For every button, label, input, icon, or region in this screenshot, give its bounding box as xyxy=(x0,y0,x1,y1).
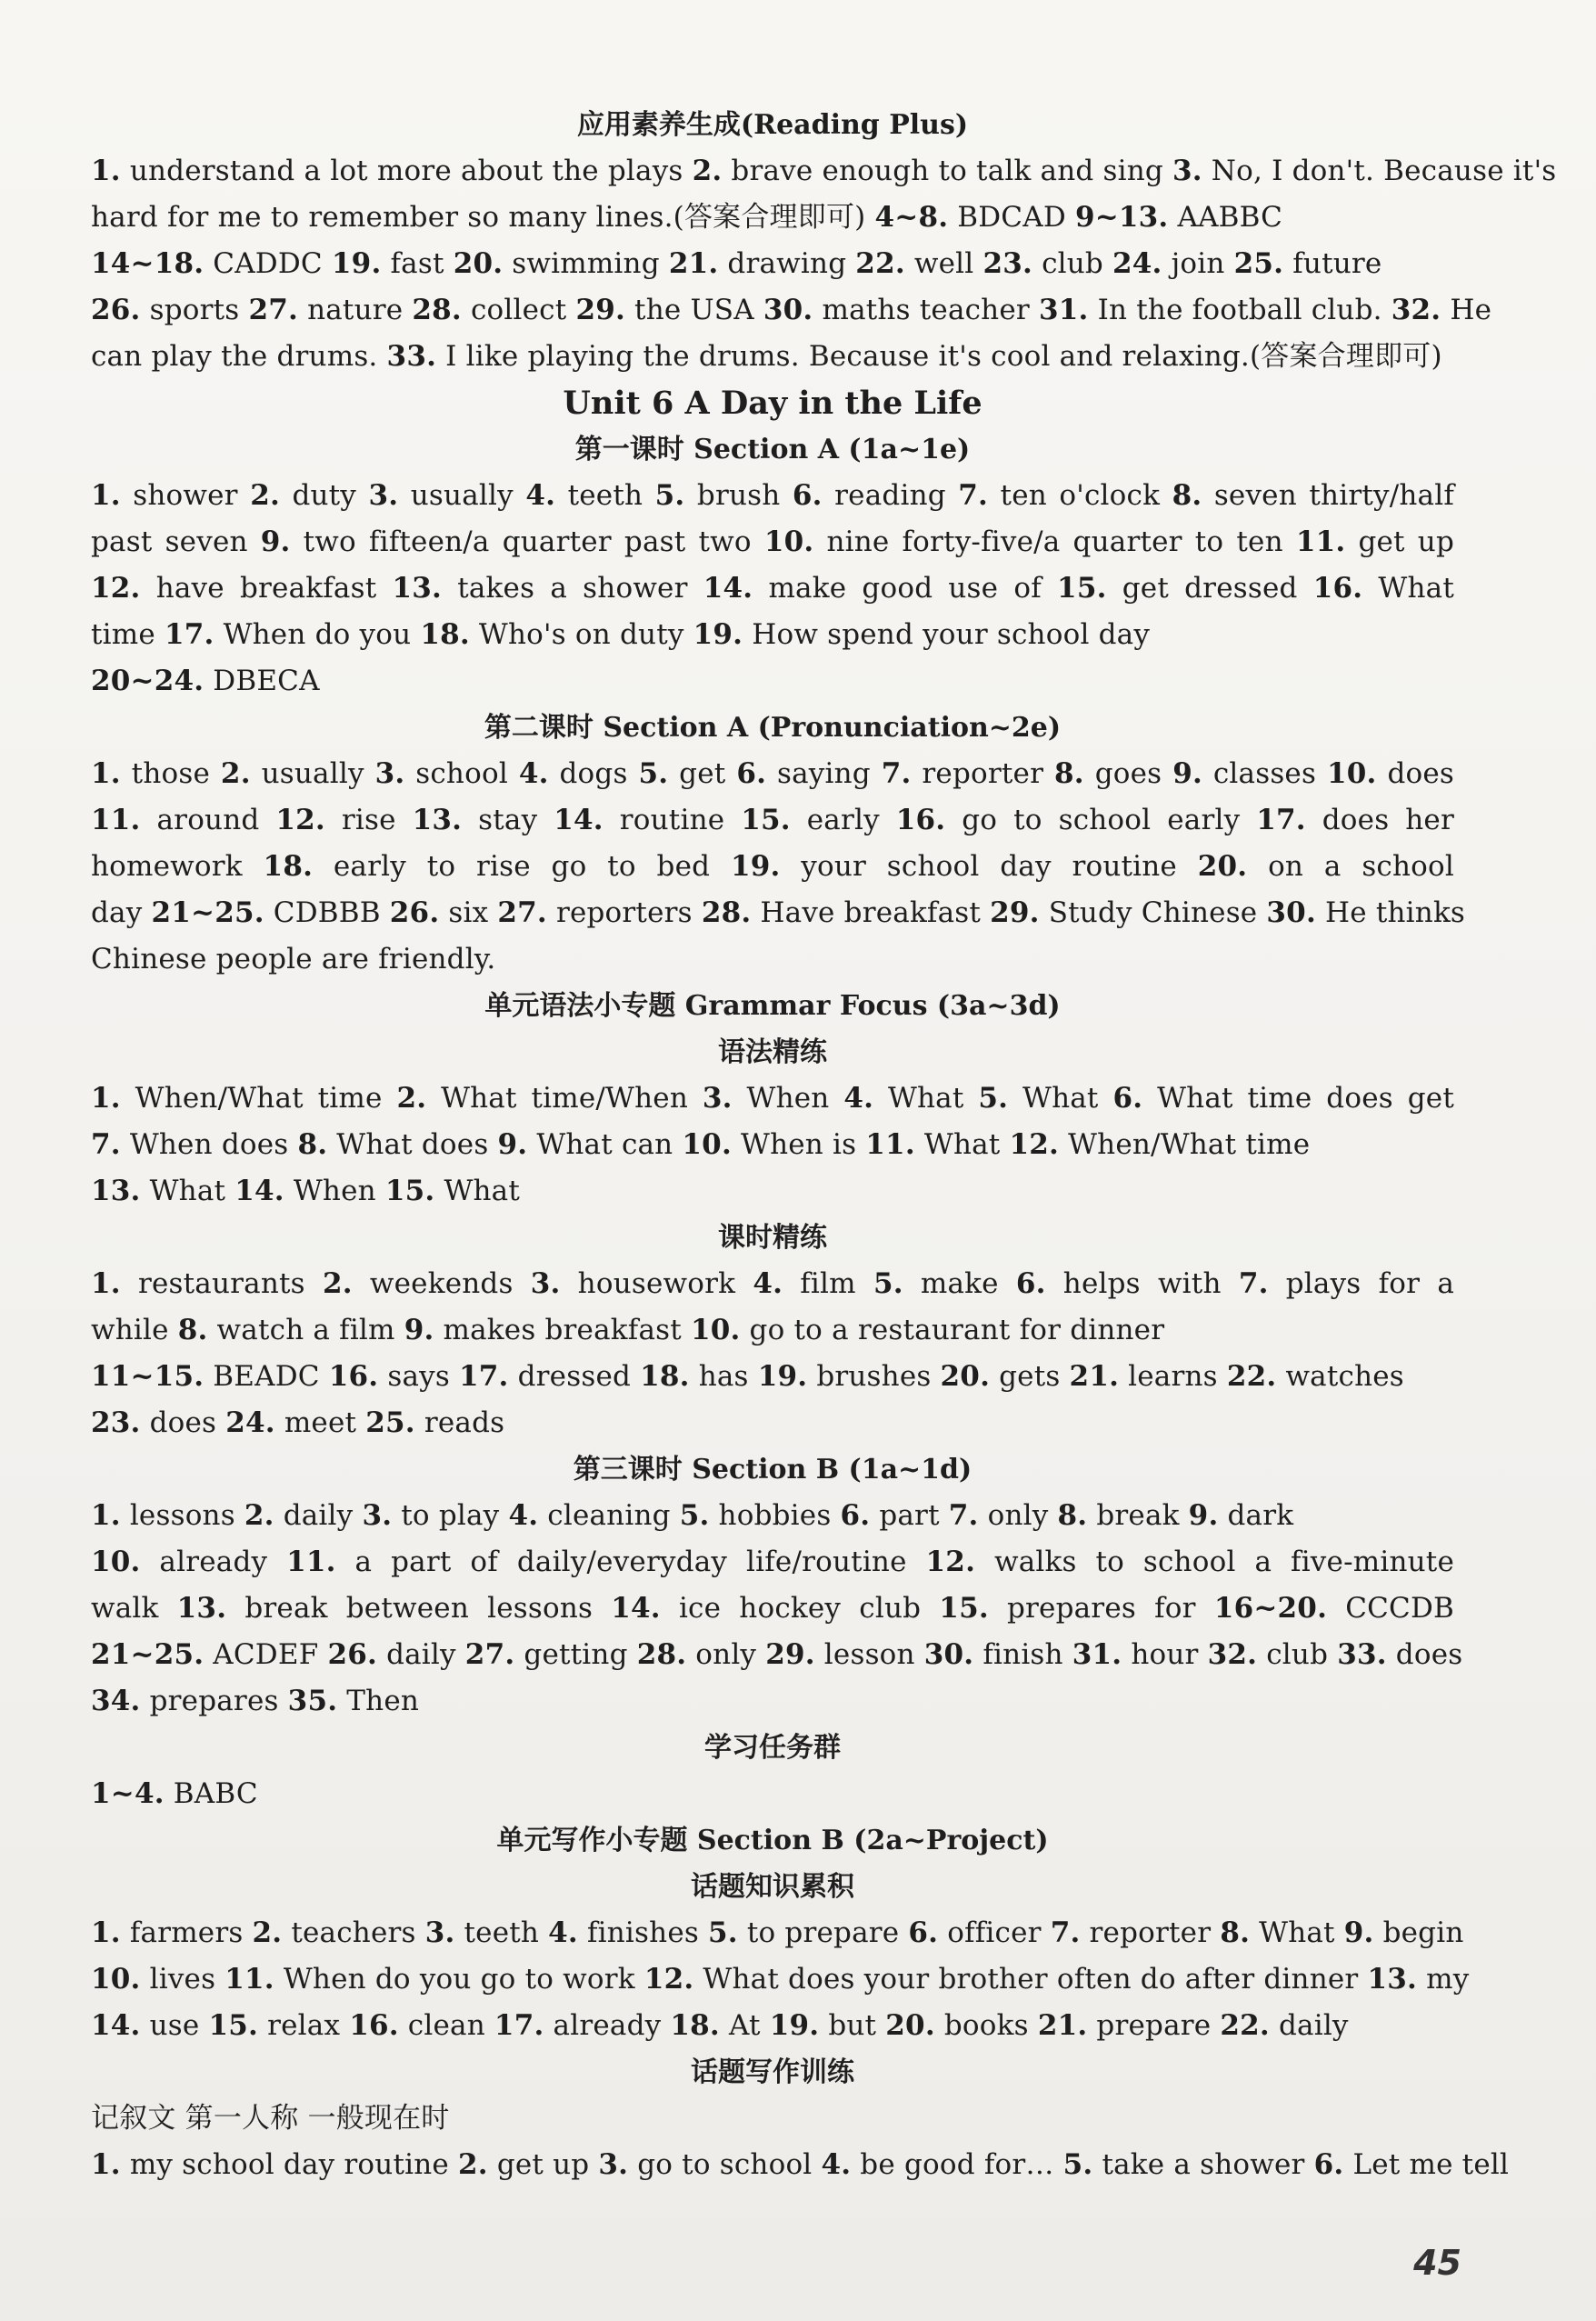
answer-line: 12. have breakfast 13. takes a shower 14. make good use of 15. get dressed 16. What xyxy=(91,572,1454,605)
unit-title: Unit 6 A Day in the Life xyxy=(563,385,983,422)
answer-line: 14. use 15. relax 16. clean 17. already 18. At 19. but 20. books 21. prepare 22. daily xyxy=(91,2009,1349,2042)
section-heading: 话题写作训练 xyxy=(691,2056,854,2088)
answer-line: walk 13. break between lessons 14. ice hockey club 15. prepares for 16~20. CCCDB xyxy=(91,1592,1454,1625)
section-heading: 应用素养生成(Reading Plus) xyxy=(576,109,969,141)
answer-line: 1. lessons 2. daily 3. to play 4. cleaning 5. hobbies 6. part 7. only 8. break 9. dark xyxy=(91,1499,1294,1532)
answer-line: 20~24. DBECA xyxy=(91,665,320,697)
answer-line: time 17. When do you 18. Who's on duty 19. How spend your school day xyxy=(91,618,1151,651)
section-heading: 第一课时 Section A (1a~1e) xyxy=(574,434,971,465)
answer-line: hard for me to remember so many lines.(答案合理即可) 4~8. BDCAD 9~13. AABBC xyxy=(91,201,1283,234)
section-heading: 课时精练 xyxy=(718,1222,827,1254)
answer-line: 34. prepares 35. Then xyxy=(91,1685,420,1717)
answer-line: can play the drums. 33. I like playing the drums. Because it's cool and relaxing.(答案合理即可) xyxy=(91,340,1442,373)
answer-line: 14~18. CADDC 19. fast 20. swimming 21. drawing 22. well 23. club 24. join 25. future xyxy=(91,247,1382,280)
section-heading: 第三课时 Section B (1a~1d) xyxy=(573,1454,973,1486)
page-number: 45 xyxy=(1413,2243,1461,2283)
answer-line: 1~4. BABC xyxy=(91,1777,258,1810)
answer-line: 13. What 14. When 15. What xyxy=(91,1175,521,1207)
answer-line: 1. understand a lot more about the plays 2. brave enough to talk and sing 3. No, I don't. Because it's xyxy=(91,155,1557,187)
answer-line: 26. sports 27. nature 28. collect 29. the USA 30. maths teacher 31. In the football club. 32. He xyxy=(91,294,1492,326)
answer-line: 1. my school day routine 2. get up 3. go to school 4. be good for… 5. take a shower 6. Let me tell xyxy=(91,2148,1510,2181)
answer-content xyxy=(91,102,1557,2188)
answer-line: homework 18. early to rise go to bed 19. your school day routine 20. on a school xyxy=(91,850,1454,883)
section-heading: 学习任务群 xyxy=(704,1732,841,1764)
answer-line: 1. farmers 2. teachers 3. teeth 4. finishes 5. to prepare 6. officer 7. reporter 8. What 9. begin xyxy=(91,1916,1464,1949)
answer-line: Chinese people are friendly. xyxy=(91,943,496,975)
answer-line: 记叙文 第一人称 一般现在时 xyxy=(91,2102,450,2135)
answer-line: 23. does 24. meet 25. reads xyxy=(91,1406,505,1439)
section-heading: 单元写作小专题 Section B (2a~Project) xyxy=(496,1825,1049,1856)
answer-line: 10. lives 11. When do you go to work 12. What does your brother often do after dinner 13. my xyxy=(91,1963,1470,1996)
answer-line: 7. When does 8. What does 9. What can 10. When is 11. What 12. When/What time xyxy=(91,1128,1311,1161)
section-heading: 话题知识累积 xyxy=(691,1871,854,1903)
answer-line: day 21~25. CDBBB 26. six 27. reporters 28. Have breakfast 29. Study Chinese 30. He thinks xyxy=(91,896,1466,929)
section-heading: 单元语法小专题 Grammar Focus (3a~3d) xyxy=(484,990,1061,1022)
answer-line: 1. restaurants 2. weekends 3. housework 4. film 5. make 6. helps with 7. plays for a xyxy=(91,1267,1455,1300)
answer-line: 1. shower 2. duty 3. usually 4. teeth 5. brush 6. reading 7. ten o'clock 8. seven thirty/half xyxy=(91,479,1454,512)
section-heading: 第二课时 Section A (Pronunciation~2e) xyxy=(484,712,1062,744)
answer-line: 21~25. ACDEF 26. daily 27. getting 28. only 29. lesson 30. finish 31. hour 32. club 33. does xyxy=(91,1638,1463,1671)
answer-line: while 8. watch a film 9. makes breakfast 10. go to a restaurant for dinner xyxy=(91,1314,1165,1346)
answer-line: 10. already 11. a part of daily/everyday life/routine 12. walks to school a five-minute xyxy=(91,1546,1454,1578)
answer-line: 11~15. BEADC 16. says 17. dressed 18. has 19. brushes 20. gets 21. learns 22. watches xyxy=(91,1360,1404,1393)
answer-line: past seven 9. two fifteen/a quarter past two 10. nine forty-five/a quarter to ten 11. get up xyxy=(91,525,1454,558)
answer-line: 1. those 2. usually 3. school 4. dogs 5. get 6. saying 7. reporter 8. goes 9. classes 10. does xyxy=(91,757,1455,790)
answer-line: 11. around 12. rise 13. stay 14. routine 15. early 16. go to school early 17. does her xyxy=(91,804,1454,836)
section-heading: 语法精练 xyxy=(718,1036,827,1068)
answer-line: 1. When/What time 2. What time/When 3. When 4. What 5. What 6. What time does get xyxy=(91,1082,1454,1115)
